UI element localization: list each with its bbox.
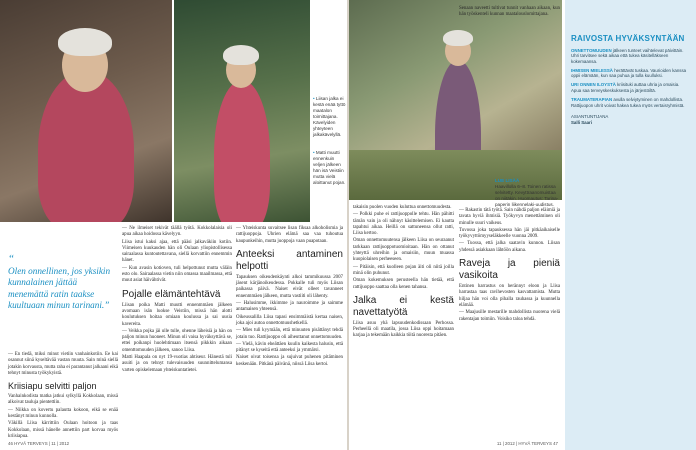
- photo-woman-field: [349, 0, 562, 200]
- subheading-raveja: Raveja ja pieniä vasikoita: [459, 258, 560, 282]
- subheading-anteeksi: Anteeksi antaminen helpotti: [236, 248, 343, 272]
- folio-right: 11 | 2012 | HYVÄ TERVEYS 47: [496, 441, 558, 446]
- column-5-top: Senaan naveetti tultivat tunnit vanhaan aikaan, kun hän työskenteli kunnan maatalouslomittajana.: [459, 6, 560, 18]
- sidebar-item: ONNETTOMUUDEN jälkeen tunteet vaihtelevat päivittäin. Uhri tarvitsee sekä aikaa että tukea käsitelläkseen kokemaansa.: [571, 47, 684, 64]
- figure-hair: [223, 45, 259, 65]
- info-caption: LUE LISÄÄ Haavillolla 6–8. Toinen ratissa selvitetty. Kevyttraanomuistaa on niitäkin. Huomautus: Tarina-paperin liikennelaki-uudistus.: [495, 178, 559, 207]
- sidebar-signature: ASIANTUNTIJANA Salli Saari: [571, 114, 609, 125]
- folio-left: 46 HYVÄ TERVEYS | 11 | 2012: [8, 441, 70, 446]
- sidebar-title: RAIVOSTA HYVÄKSYNTÄÄN: [571, 34, 685, 43]
- subheading-jalka: Jalka ei kestä navettatyötä: [353, 294, 454, 318]
- photo-woman-garden: [174, 0, 310, 222]
- photo-woman-portrait: [0, 0, 172, 222]
- figure-body: [38, 70, 134, 222]
- column-2: — Ne ilmeiset tekivät täällä työtä. Kokkolalaisia oli apua aikaa hoidossa kävelyyn. Liisa istui kaksi ajaa, että pääsi jalkaväkiin kotiin. Viimeisen kuukauden hän oli Oulaan yliopistollisessa sairaalassa kuntoutettavana, siellä korvattiin ennemmin hänet. — Kun avasin kotioven, tuli helpottunut mutta väläin esto olo. Sairaalassa vietin niin omassa maailmassa, että muut asiat häivähtivät. Pojalle elämäntehtävä Liisan poika Matti muutti ennenmmäen jälkeen avomaan isän luokse Veistiin, missä hän alotti koulutuksen hoitaa omiaan koulussa ja sai uusia kavereita. — Veikka pojka jäi ulle tulle, ohenne läheisiä ja hän on paljon minun huoneet. Minun oli vaisa hyväksyttävä se, ettei poikanpi huolehtimaan itsensä pikkkin aikaan omenttomuuden jälkeen, sanoo Liisa. Matti Haapala on nyt 19-vuotias ahtiseur. Hänestä tuli asuiti ja on tehnyt tulevaisuuden suunnittelumansa varten opiskelemaan yhteiskuntatietei.: [122, 226, 232, 373]
- left-page: [0, 0, 347, 450]
- photo-caption-2: • Matti muutti ennenkuin veljen jälkeen hän isä Veistiin mutta vielä aloittanut pojan.: [313, 150, 346, 185]
- info-sidebar: [565, 0, 696, 450]
- sidebar-item: URI ONNEN ILOYSTÄ kriisituki auttaa uhria ja omaisia. Apua saa terveyskeskuksesta ja järjestöiltä.: [571, 82, 680, 94]
- subheading-elamantehtava: Pojalle elämäntehtävä: [122, 288, 221, 300]
- sidebar-item: TRAUMATERAPIAN avulla selviytyminen on mahdollista. Rattijuopon uhrit voivat hakea tukea myös vertaisryhmistä.: [571, 97, 685, 108]
- pull-quote: “ Olen onnellinen, jos yksikin kunnalainen jättää menemättä ratin taakse kuultuaan minun tarinani.”: [8, 253, 111, 310]
- figure-body: [214, 80, 270, 222]
- column-3: — Yhteiskunta suvaitsee lisan fiksaa alkoholismia ja rattijuoppoja. Uhrien elämä saa vaa tuhoutua kaupunkeihin, mutta juoppoja vaan puapotaan. Anteeksi antaminen helpotti Tapauksen oikeudenkäynti alkoi tammikuussa 2007 jäsent kärjänoikeudessa. Pokkalle tuli myös Liisan paikassa päivä. Naiset eivät olleet tavanneet ennenmmäen jälkeen, mutta vastiiti oli lähenty. — Halusimme, ikkimme ja nauroimme ja saimme antamaisen yhteensä. Oikeussalilla Liisa tapasi ensimmäistä kertaa naisen, joka ajoi autoa onnettomuushetkellä. — Mies tuli kyymään, että minuuten pisättänyt tehdä jotain tuo. Rattijuoppo oli aiheuttanut onnettomuuden. — Vielä, kävin eheättäen kuulin kaikesta halusin, että pitänyt se kyseitä että anteeksi ja ymmärsi. Naiset oivat toisensa ja sujuivat puhenen pitäminen keskenään. Pitkänä päivänä, niissä Liisa kertoi.: [236, 226, 343, 367]
- sidebar-content: [571, 34, 689, 126]
- sidebar-item: IHMISEN MIELESSÄ herättävät tuskaa. Vaurioiden kanssa oppii elämään, kun saa puhua ja tulla kuulluksi.: [571, 67, 687, 79]
- figure-hair: [58, 28, 112, 56]
- subheading-kriisiapu: Kriisiapu selvitti paljon: [8, 381, 97, 392]
- column-4: takaisin puolen vuoden kuluttua onnettomuudesta. — Polkki puhe ei rattijuoppolle tehtu. Hän pähitti tämän vain ja oli nähnyt käsittelemisen. Ei kautta tapahtui aikaa. Heillä on sattuneensa ollut ratti, Liisa kertoo. Oman onnettomuutensa jälkeen Liisa on seuraanut tarkkaan rattijuoppotuomioitaan. Hän on ottanut yhteyttä uhreihin ja omaisiin, muun muassa kuopiolaisen perheeseen. — Pitäisin, että kuolleen pojan äiti oli niitä joilla minä olin puhunut. Oman kokemuksen perusteella hän tietää, että rattijuoppo saattaa olla kenen tahansa. Jalka ei kestä navettatyötä Liisa asuu yhä lapsuudenkodissaan Perhossa. Perheellä oli maatila, jossa Liisa oppi hoitamaan karjaa ja tekemään kaikkia töitä nuoresta pitäen.: [353, 205, 454, 339]
- figure-hair: [443, 30, 473, 46]
- column-5: — Rakastin tätä työtä. Sain nähdä paljon eläimiä ja tavata hyviä ihmisiä. Työkyvyn menettäminen oli minulle suuri vaikeus. Tuvossa joka tapauksessa hän jäi pitkäaikaiselle työkyvyttömyyseläkkeelle vuonna 2009. — Tuossa, että jalka saatavin kunnon. Liisan yhdessä asiakkaan lähtöön aikana. Raveja ja pieniä vasikoita Entinen harrastus on herännyt eloon ja Liisa harrastaa taas ravihevosten kasvattamista. Mutta hiljaa hän voi olla pihalla rauhassa ja kuunnella elämää. — Maajusille mestarille mahdollista nuorena vielä rakentajan toimiin. Voisiko taloa tehdä.: [459, 208, 560, 322]
- column-1: — En tiedä, miksi minut vietiin vanhainkotiin. Ee kai osannut siinä kyseltävää vastan muuta. Sain minä siellä jotakin korvausta, mutta raha ei parantanut jalkaani eikä tehnyt minusta työkykyistä. Kriisiapu selvitti paljon Vanhainkodista matka jatkui sylkyllä Kokkolaan, missä alkoivat tauluja pientettiin. — Niikka on kovertu palautta kokoon, eikä se enää kestänyt minun kunnolla. Väkillä Liisa kärrittiin Oulaan hoitoon ja taas Kokkolaan, missä hänelle annettiin part korvaa myös kriisiapua.: [8, 352, 118, 439]
- photo-caption-1: • Liisan jalka ei kestä enää tyttö maatalon toimittajana. Kävelyiden yhteyteen jalkakävelyllä.: [313, 96, 346, 137]
